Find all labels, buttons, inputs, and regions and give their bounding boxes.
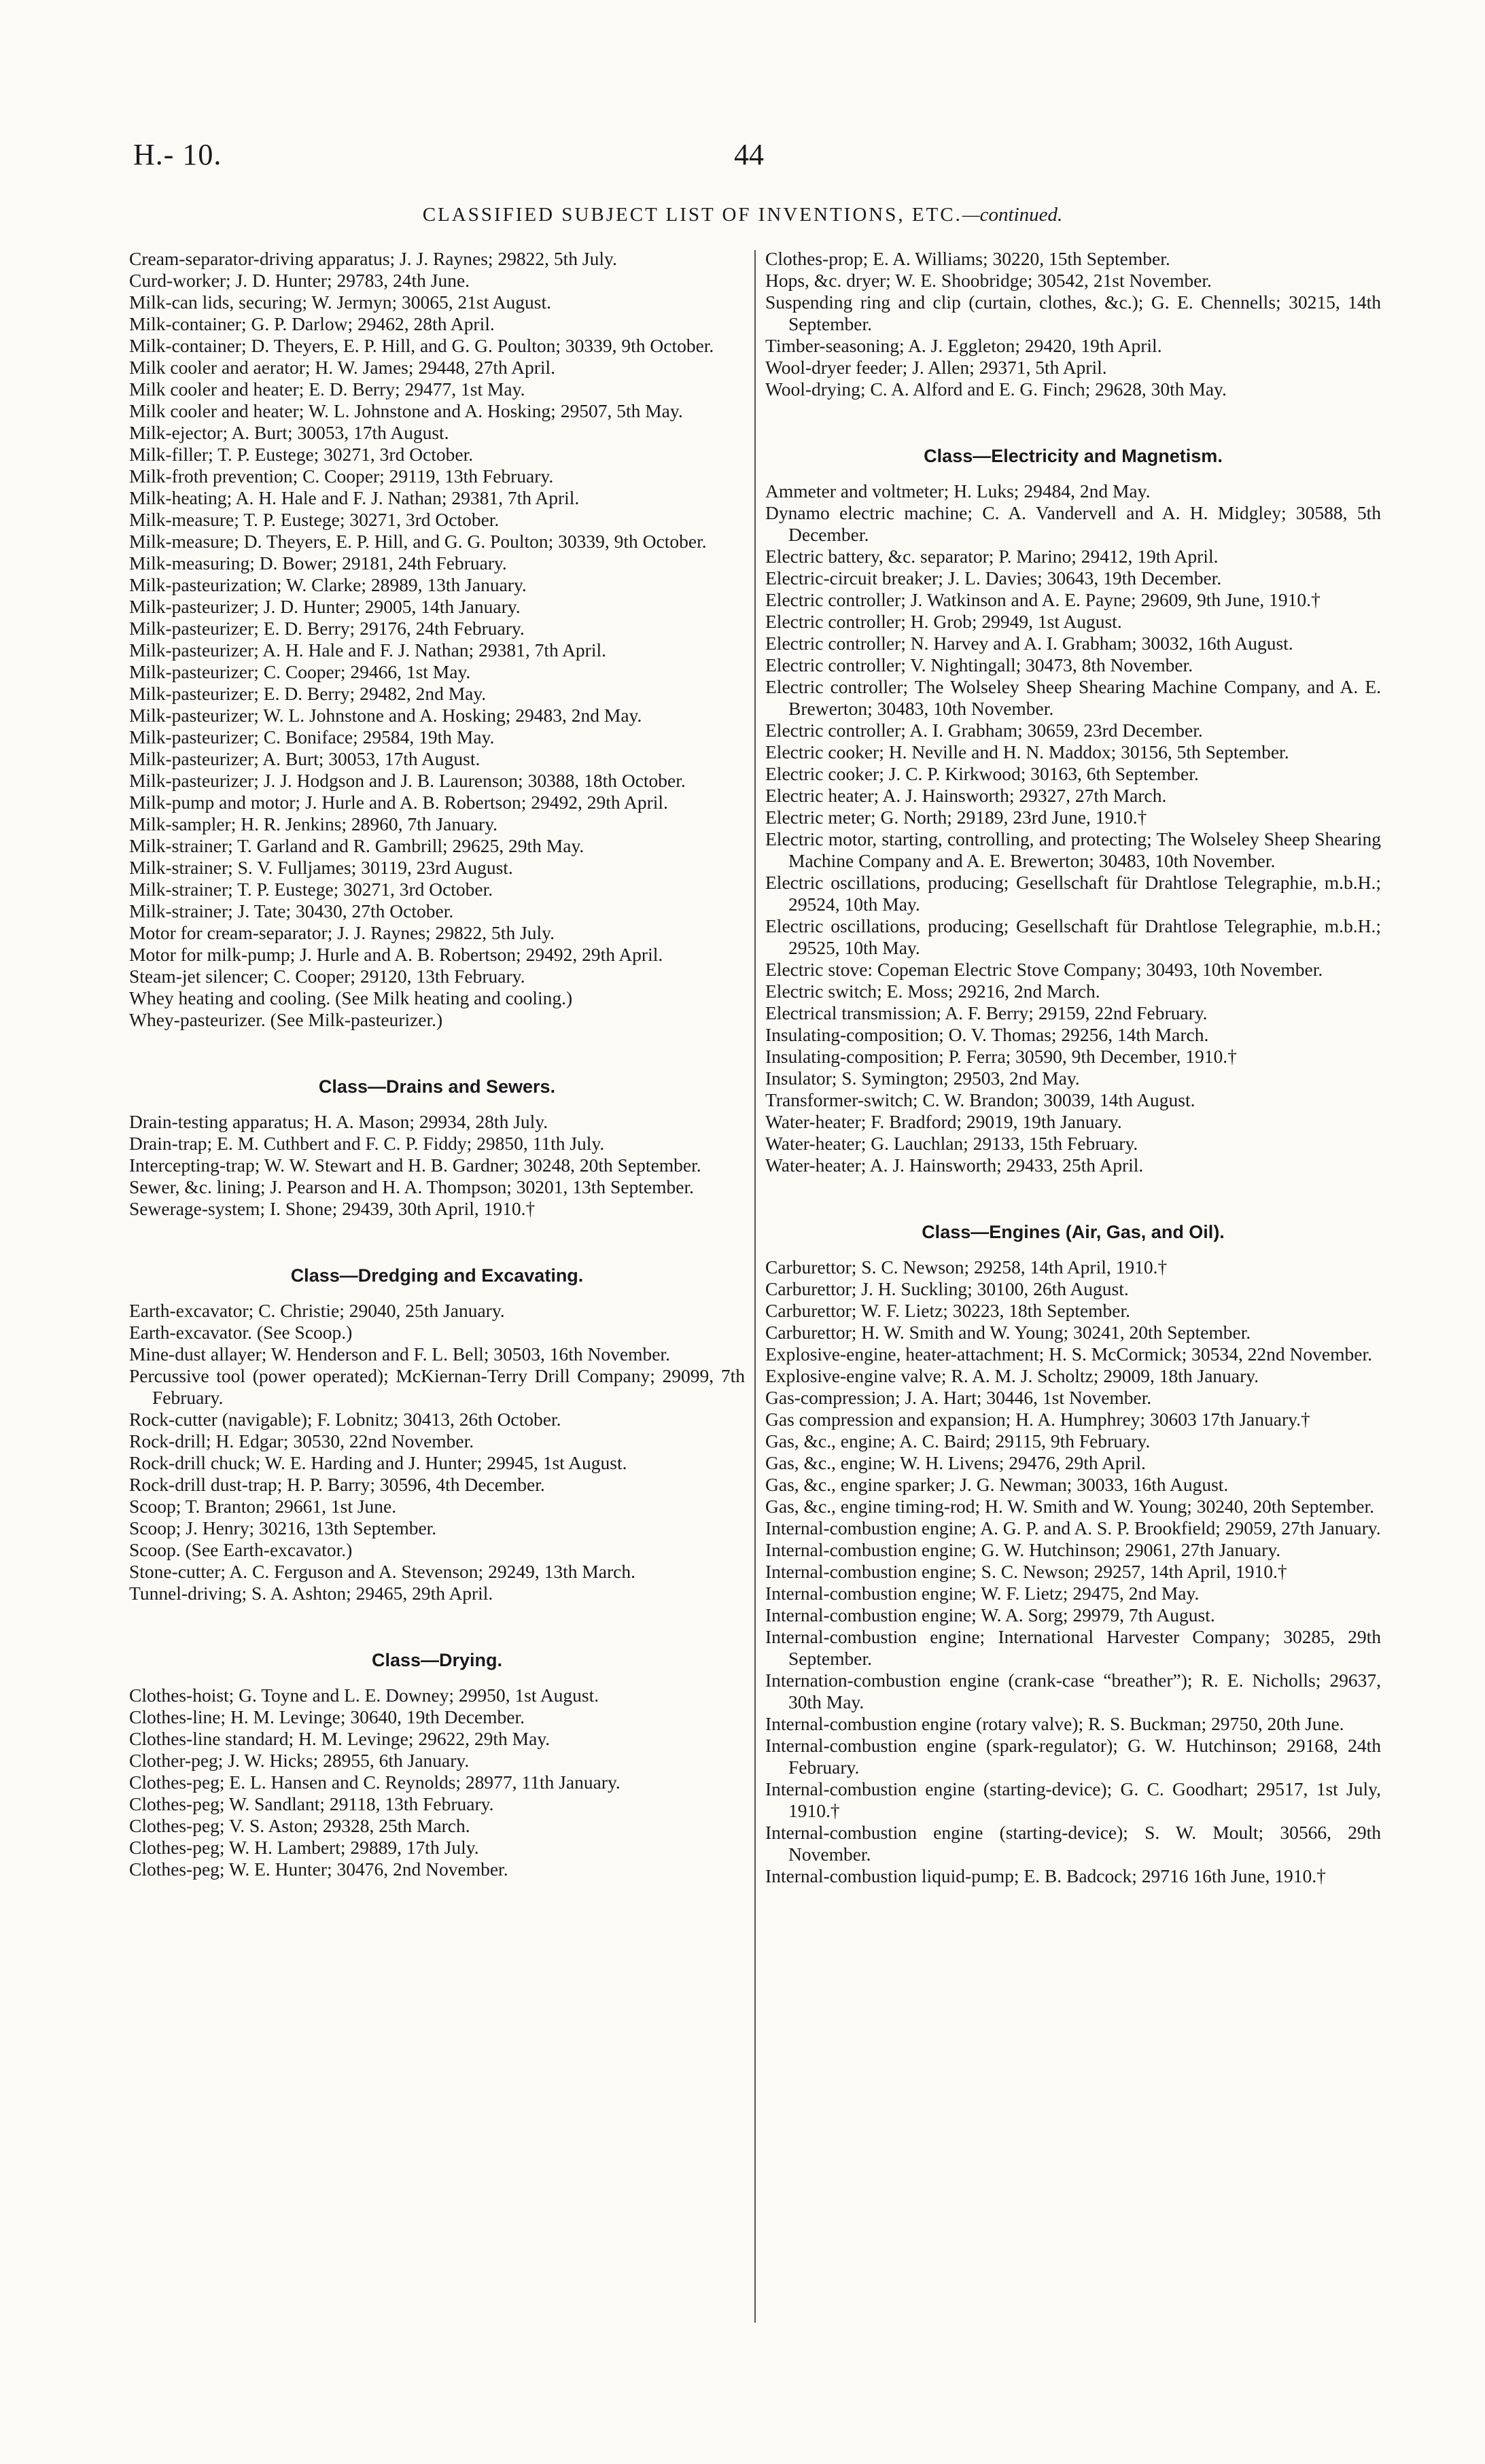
list-item: Internal-combustion engine; A. G. P. and A. S. P. Brookfield; 29059, 27th January. <box>765 1517 1381 1538</box>
list-item: Gas, &c., engine sparker; J. G. Newman; 30033, 16th August. <box>765 1474 1229 1495</box>
list-item: Milk-heating; A. H. Hale and F. J. Nathan; 29381, 7th April. <box>129 487 580 508</box>
page-identifier: H.- 10. <box>133 138 222 171</box>
list-item: Milk-container; G. P. Darlow; 29462, 28th April. <box>129 313 495 334</box>
list-item: Drain-trap; E. M. Cuthbert and F. C. P. Fiddy; 29850, 11th July. <box>129 1133 605 1154</box>
list-item: Electric oscillations, producing; Gesellschaft für Drahtlose Telegraphie, m.b.H.; 29524, 10th May. <box>765 872 1381 915</box>
running-title-continued: —continued. <box>962 204 1063 226</box>
list-item: Motor for milk-pump; J. Hurle and A. B. Robertson; 29492, 29th April. <box>129 944 663 965</box>
list-item: Electric motor, starting, controlling, and protecting; The Wolseley Sheep Shearing Machine Company and A. E. Brewerton; 30483, 10th November. <box>765 828 1381 871</box>
electricity-entries <box>765 480 1381 1176</box>
list-item: Wool-dryer feeder; J. Allen; 29371, 5th April. <box>765 357 1107 378</box>
drains-entries <box>129 1111 745 1220</box>
list-item: Curd-worker; J. D. Hunter; 29783, 24th June. <box>129 270 470 291</box>
list-item: Electric-circuit breaker; J. L. Davies; 30643, 19th December. <box>765 567 1222 588</box>
class-heading-electricity: Class—Electricity and Magnetism. <box>924 446 1223 466</box>
list-item: Tunnel-driving; S. A. Ashton; 29465, 29th April. <box>129 1583 493 1604</box>
list-item: Internal-combustion engine; G. W. Hutchinson; 29061, 27th January. <box>765 1539 1281 1560</box>
class-heading-drains: Class—Drains and Sewers. <box>318 1076 556 1097</box>
drying-entries <box>129 1685 745 1880</box>
list-item: Milk-measure; T. P. Eustege; 30271, 3rd October. <box>129 509 500 530</box>
dredging-entries <box>129 1300 745 1604</box>
list-item: Scoop; T. Branton; 29661, 1st June. <box>129 1496 397 1517</box>
list-item: Explosive-engine, heater-attachment; H. S. McCormick; 30534, 22nd November. <box>765 1343 1372 1365</box>
list-item: Insulating-composition; O. V. Thomas; 29256, 14th March. <box>765 1024 1209 1045</box>
list-item: Milk-pasteurizer; A. H. Hale and F. J. Nathan; 29381, 7th April. <box>129 639 606 661</box>
list-item: Hops, &c. dryer; W. E. Shoobridge; 30542, 21st November. <box>765 270 1212 291</box>
list-item: Internal-combustion engine (spark-regulator); G. W. Hutchinson; 29168, 24th February. <box>765 1735 1381 1778</box>
list-item: Internal-combustion engine (starting-device); S. W. Moult; 30566, 29th November. <box>765 1822 1381 1865</box>
list-item: Rock-cutter (navigable); F. Lobnitz; 30413, 26th October. <box>129 1409 561 1430</box>
list-item: Carburettor; J. H. Suckling; 30100, 26th August. <box>765 1278 1129 1299</box>
right-column <box>765 248 1381 1887</box>
list-item: Electrical transmission; A. F. Berry; 29159, 22nd February. <box>765 1002 1208 1023</box>
engines-entries <box>765 1256 1381 1887</box>
page-number: 44 <box>734 138 764 171</box>
list-item: Milk-strainer; S. V. Fulljames; 30119, 23rd August. <box>129 857 513 878</box>
list-item: Wool-drying; C. A. Alford and E. G. Finch; 29628, 30th May. <box>765 379 1227 400</box>
dairy-entries <box>129 248 745 1031</box>
list-item: Milk-measure; D. Theyers, E. P. Hill, and G. G. Poulton; 30339, 9th October. <box>129 531 707 552</box>
list-item: Milk-pasteurization; W. Clarke; 28989, 13th January. <box>129 574 527 595</box>
list-item: Clothes-peg; W. Sandlant; 29118, 13th February. <box>129 1793 494 1814</box>
list-item: Internal-combustion engine; S. C. Newson; 29257, 14th April, 1910.† <box>765 1561 1287 1582</box>
list-item: Internal-combustion engine (starting-device); G. C. Goodhart; 29517, 1st July, 1910.† <box>765 1778 1381 1821</box>
list-item: Gas compression and expansion; H. A. Humphrey; 30603 17th January.† <box>765 1409 1310 1430</box>
list-item: Clother-peg; J. W. Hicks; 28955, 6th January. <box>129 1750 470 1771</box>
list-item: Percussive tool (power operated); McKiernan-Terry Drill Company; 29099, 7th February. <box>129 1365 745 1408</box>
list-item: Stone-cutter; A. C. Ferguson and A. Stevenson; 29249, 13th March. <box>129 1561 635 1582</box>
list-item: Electric meter; G. North; 29189, 23rd June, 1910.† <box>765 807 1147 828</box>
list-item: Clothes-line standard; H. M. Levinge; 29622, 29th May. <box>129 1728 551 1749</box>
list-item: Electric controller; The Wolseley Sheep Shearing Machine Company, and A. E. Brewerton; 30483, 10th November. <box>765 676 1381 719</box>
list-item: Electric switch; E. Moss; 29216, 2nd March. <box>765 981 1100 1002</box>
list-item: Electric stove: Copeman Electric Stove Company; 30493, 10th November. <box>765 959 1323 980</box>
list-item: Milk cooler and heater; W. L. Johnstone and A. Hosking; 29507, 5th May. <box>129 400 683 421</box>
list-item: Ammeter and voltmeter; H. Luks; 29484, 2nd May. <box>765 480 1151 501</box>
list-item: Cream-separator-driving apparatus; J. J. Raynes; 29822, 5th July. <box>129 248 617 269</box>
list-item: Milk-pasteurizer; J. J. Hodgson and J. B. Laurenson; 30388, 18th October. <box>129 770 686 791</box>
list-item: Electric oscillations, producing; Gesellschaft für Drahtlose Telegraphie, m.b.H.; 29525, 10th May. <box>765 915 1381 958</box>
list-item: Milk-can lids, securing; W. Jermyn; 30065, 21st August. <box>129 292 552 313</box>
list-item: Milk-filler; T. P. Eustege; 30271, 3rd October. <box>129 444 474 465</box>
list-item: Milk-pasteurizer; E. D. Berry; 29482, 2nd May. <box>129 683 487 704</box>
list-item: Steam-jet silencer; C. Cooper; 29120, 13th February. <box>129 966 525 987</box>
list-item: Clothes-peg; W. H. Lambert; 29889, 17th July. <box>129 1837 479 1858</box>
list-item: Timber-seasoning; A. J. Eggleton; 29420, 19th April. <box>765 335 1162 356</box>
list-item: Electric controller; H. Grob; 29949, 1st August. <box>765 611 1122 632</box>
list-item: Clothes-peg; E. L. Hansen and C. Reynolds; 28977, 11th January. <box>129 1772 621 1793</box>
list-item: Water-heater; G. Lauchlan; 29133, 15th February. <box>765 1133 1138 1154</box>
list-item: Gas, &c., engine; A. C. Baird; 29115, 9th February. <box>765 1430 1151 1451</box>
list-item: Drain-testing apparatus; H. A. Mason; 29934, 28th July. <box>129 1111 548 1132</box>
list-item: Carburettor; S. C. Newson; 29258, 14th April, 1910.† <box>765 1256 1168 1278</box>
list-item: Rock-drill; H. Edgar; 30530, 22nd November. <box>129 1430 474 1451</box>
list-item: Internation-combustion engine (crank-case “breather”); R. E. Nicholls; 29637, 30th May. <box>765 1670 1381 1712</box>
list-item: Internal-combustion engine; W. F. Lietz; 29475, 2nd May. <box>765 1583 1200 1604</box>
class-heading-dredging: Class—Dredging and Excavating. <box>290 1265 584 1286</box>
list-item: Electric cooker; H. Neville and H. N. Maddox; 30156, 5th September. <box>765 741 1289 762</box>
list-item: Milk-pasteurizer; A. Burt; 30053, 17th August. <box>129 748 481 769</box>
list-item: Internal-combustion engine (rotary valve); R. S. Buckman; 29750, 20th June. <box>765 1713 1344 1734</box>
list-item: Electric battery, &c. separator; P. Marino; 29412, 19th April. <box>765 546 1219 567</box>
list-item: Sewerage-system; I. Shone; 29439, 30th April, 1910.† <box>129 1198 536 1219</box>
list-item: Transformer-switch; C. W. Brandon; 30039, 14th August. <box>765 1089 1195 1110</box>
list-item: Milk-pasteurizer; J. D. Hunter; 29005, 14th January. <box>129 596 521 617</box>
list-item: Milk-pasteurizer; C. Boniface; 29584, 19th May. <box>129 726 495 747</box>
list-item: Clothes-peg; W. E. Hunter; 30476, 2nd November. <box>129 1859 508 1880</box>
left-column <box>129 248 745 1880</box>
list-item: Milk cooler and aerator; H. W. James; 29448, 27th April. <box>129 357 556 378</box>
list-item: Suspending ring and clip (curtain, clothes, &c.); G. E. Chennells; 30215, 14th September. <box>765 292 1381 334</box>
list-item: Electric heater; A. J. Hainsworth; 29327, 27th March. <box>765 785 1167 806</box>
list-item: Milk cooler and heater; E. D. Berry; 29477, 1st May. <box>129 379 525 400</box>
list-item: Milk-sampler; H. R. Jenkins; 28960, 7th January. <box>129 813 498 834</box>
list-item: Intercepting-trap; W. W. Stewart and H. B. Gardner; 30248, 20th September. <box>129 1155 701 1176</box>
list-item: Gas-compression; J. A. Hart; 30446, 1st November. <box>765 1387 1152 1408</box>
list-item: Milk-measuring; D. Bower; 29181, 24th February. <box>129 552 507 574</box>
list-item: Gas, &c., engine timing-rod; H. W. Smith and W. Young; 30240, 20th September. <box>765 1496 1375 1517</box>
list-item: Clothes-hoist; G. Toyne and L. E. Downey; 29950, 1st August. <box>129 1685 599 1706</box>
list-item: Internal-combustion engine; International Harvester Company; 30285, 29th September. <box>765 1626 1381 1669</box>
list-item: Electric controller; J. Watkinson and A. E. Payne; 29609, 9th June, 1910.† <box>765 589 1321 610</box>
list-item: Milk-strainer; J. Tate; 30430, 27th October. <box>129 900 454 921</box>
list-item: Earth-excavator. (See Scoop.) <box>129 1322 353 1343</box>
list-item: Mine-dust allayer; W. Henderson and F. L. Bell; 30503, 16th November. <box>129 1343 670 1365</box>
list-item: Scoop. (See Earth-excavator.) <box>129 1539 353 1560</box>
list-item: Electric controller; A. I. Grabham; 30659, 23rd December. <box>765 720 1203 741</box>
list-item: Milk-strainer; T. Garland and R. Gambrill; 29625, 29th May. <box>129 835 584 856</box>
list-item: Clothes-prop; E. A. Williams; 30220, 15th September. <box>765 248 1170 269</box>
class-heading-drying: Class—Drying. <box>371 1650 503 1670</box>
list-item: Electric controller; V. Nightingall; 30473, 8th November. <box>765 654 1193 675</box>
drying-continued-entries <box>765 248 1381 400</box>
column-divider <box>754 250 756 2323</box>
list-item: Internal-combustion liquid-pump; E. B. Badcock; 29716 16th June, 1910.† <box>765 1865 1326 1886</box>
class-heading-engines: Class—Engines (Air, Gas, and Oil). <box>922 1222 1225 1242</box>
list-item: Milk-pasteurizer; W. L. Johnstone and A. Hosking; 29483, 2nd May. <box>129 705 642 726</box>
list-item: Dynamo electric machine; C. A. Vandervell and A. H. Midgley; 30588, 5th December. <box>765 502 1381 545</box>
list-item: Explosive-engine valve; R. A. M. J. Scholtz; 29009, 18th January. <box>765 1365 1259 1386</box>
list-item: Milk-pasteurizer; E. D. Berry; 29176, 24th February. <box>129 618 525 639</box>
list-item: Clothes-peg; V. S. Aston; 29328, 25th March. <box>129 1815 470 1836</box>
list-item: Internal-combustion engine; W. A. Sorg; 29979, 7th August. <box>765 1604 1215 1625</box>
list-item: Rock-drill chuck; W. E. Harding and J. Hunter; 29945, 1st August. <box>129 1452 627 1473</box>
list-item: Milk-strainer; T. P. Eustege; 30271, 3rd October. <box>129 879 493 900</box>
list-item: Carburettor; W. F. Lietz; 30223, 18th September. <box>765 1300 1131 1321</box>
list-item: Milk-pasteurizer; C. Cooper; 29466, 1st May. <box>129 661 471 682</box>
list-item: Milk-froth prevention; C. Cooper; 29119, 13th February. <box>129 465 554 487</box>
running-title <box>0 204 1485 226</box>
list-item: Insulator; S. Symington; 29503, 2nd May. <box>765 1068 1080 1089</box>
list-item: Milk-ejector; A. Burt; 30053, 17th August. <box>129 422 449 443</box>
list-item: Scoop; J. Henry; 30216, 13th September. <box>129 1517 437 1538</box>
list-item: Milk-container; D. Theyers, E. P. Hill, and G. G. Poulton; 30339, 9th October. <box>129 335 714 356</box>
list-item: Milk-pump and motor; J. Hurle and A. B. Robertson; 29492, 29th April. <box>129 792 668 813</box>
list-item: Electric controller; N. Harvey and A. I. Grabham; 30032, 16th August. <box>765 633 1293 654</box>
list-item: Gas, &c., engine; W. H. Livens; 29476, 29th April. <box>765 1452 1146 1473</box>
list-item: Insulating-composition; P. Ferra; 30590, 9th December, 1910.† <box>765 1046 1237 1067</box>
list-item: Water-heater; A. J. Hainsworth; 29433, 25th April. <box>765 1155 1144 1176</box>
list-item: Sewer, &c. lining; J. Pearson and H. A. Thompson; 30201, 13th September. <box>129 1176 694 1197</box>
list-item: Whey heating and cooling. (See Milk heating and cooling.) <box>129 987 573 1008</box>
list-item: Clothes-line; H. M. Levinge; 30640, 19th December. <box>129 1706 525 1727</box>
list-item: Electric cooker; J. C. P. Kirkwood; 30163, 6th September. <box>765 763 1199 784</box>
list-item: Whey-pasteurizer. (See Milk-pasteurizer.) <box>129 1009 443 1030</box>
list-item: Earth-excavator; C. Christie; 29040, 25th January. <box>129 1300 505 1321</box>
list-item: Water-heater; F. Bradford; 29019, 19th January. <box>765 1111 1122 1132</box>
list-item: Carburettor; H. W. Smith and W. Young; 30241, 20th September. <box>765 1322 1251 1343</box>
list-item: Motor for cream-separator; J. J. Raynes; 29822, 5th July. <box>129 922 555 943</box>
running-title-text: CLASSIFIED SUBJECT LIST OF INVENTIONS, ETC. <box>422 204 962 226</box>
list-item: Rock-drill dust-trap; H. P. Barry; 30596, 4th December. <box>129 1474 545 1495</box>
